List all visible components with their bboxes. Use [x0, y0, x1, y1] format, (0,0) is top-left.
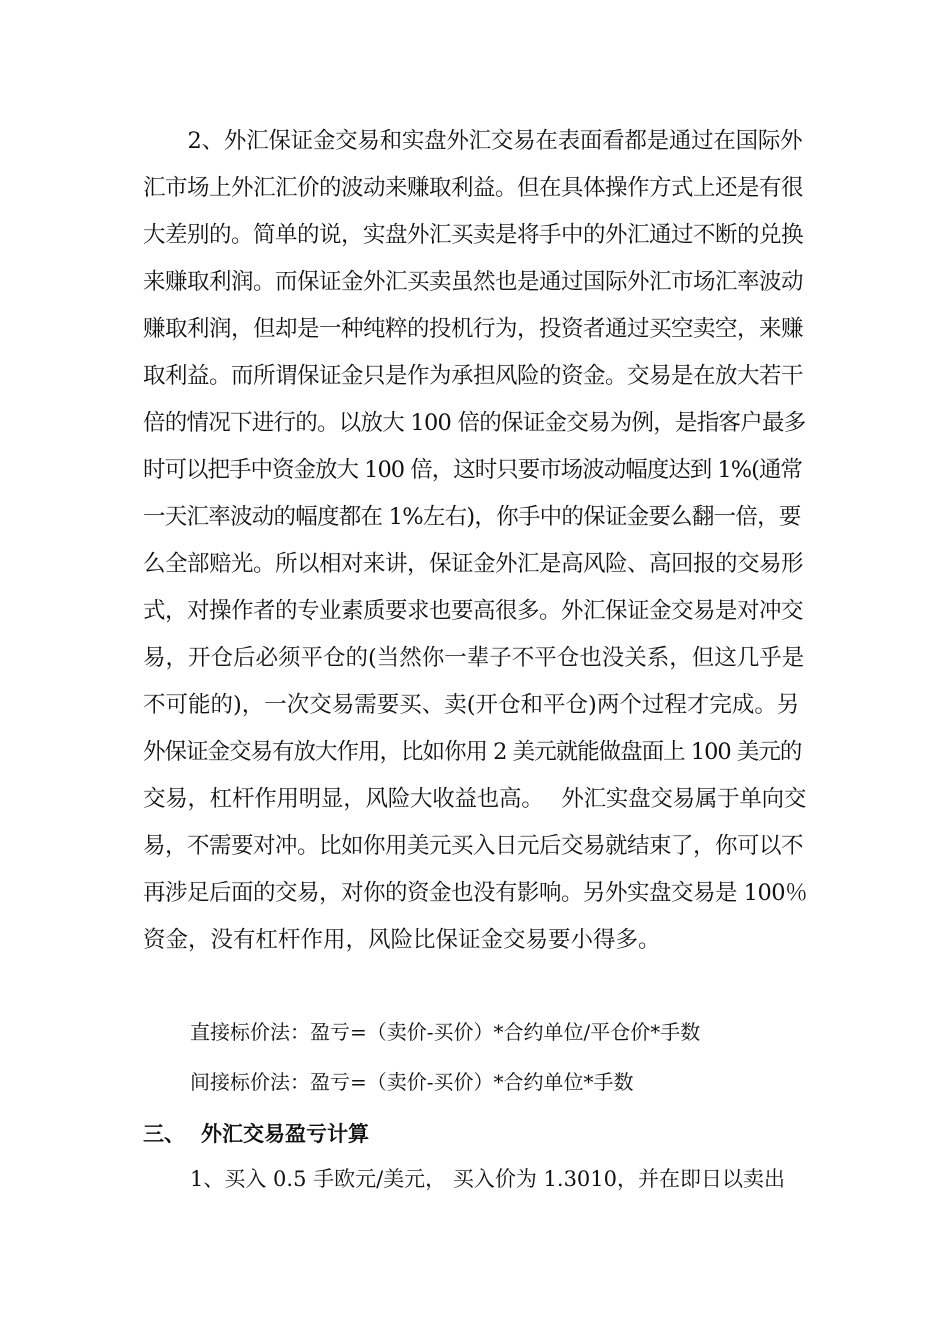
paragraph-line: 易，不需要对冲。比如你用美元买入日元后交易就结束了，你可以不 [143, 833, 804, 859]
paragraph-line: 式，对操作者的专业素质要求也要高很多。外汇保证金交易是对冲交 [143, 598, 804, 624]
paragraph-line: 易，开仓后必须平仓的(当然你一辈子不平仓也没关系，但这几乎是 [143, 645, 805, 671]
paragraph-line: 时可以把手中资金放大 100 倍，这时只要市场波动幅度达到 1%(通常 [143, 457, 802, 483]
paragraph-line: 大差别的。简单的说，实盘外汇买卖是将手中的外汇通过不断的兑换 [143, 222, 804, 248]
example-line: 1、买入 0.5 手欧元/美元， 买入价为 1.3010，并在即日以卖出 [190, 1167, 786, 1191]
paragraph-line: 交易，杠杆作用明显，风险大收益也高。 外汇实盘交易属于单向交 [143, 786, 807, 812]
body-paragraph [143, 118, 808, 964]
paragraph-line: 不可能的)，一次交易需要买、卖(开仓和平仓)两个过程才完成。另 [143, 692, 800, 718]
section-number: 三、 [143, 1122, 185, 1146]
paragraph-line: 来赚取利润。而保证金外汇买卖虽然也是通过国际外汇市场汇率波动 [143, 269, 804, 295]
section-title: 外汇交易盈亏计算 [201, 1122, 369, 1146]
paragraph-line: 赚取利润，但却是一种纯粹的投机行为，投资者通过买空卖空，来赚 [143, 316, 804, 342]
paragraph-line: 倍的情况下进行的。以放大 100 倍的保证金交易为例，是指客户最多 [143, 410, 806, 436]
direct-quote-formula: 直接标价法：盈亏=（卖价-买价）*合约单位/平仓价*手数 [190, 1020, 701, 1044]
paragraph-line: 一天汇率波动的幅度都在 1%左右)，你手中的保证金要么翻一倍，要 [143, 504, 801, 530]
paragraph-line: 再涉足后面的交易，对你的资金也没有影响。另外实盘交易是 100％ [143, 880, 808, 906]
paragraph-line: 么全部赔光。所以相对来讲，保证金外汇是高风险、高回报的交易形 [143, 551, 804, 577]
indirect-quote-formula: 间接标价法：盈亏=（卖价-买价）*合约单位*手数 [190, 1070, 634, 1094]
paragraph-line: 汇市场上外汇汇价的波动来赚取利益。但在具体操作方式上还是有很 [143, 175, 804, 201]
paragraph-line: 资金，没有杠杆作用，风险比保证金交易要小得多。 [143, 927, 661, 953]
paragraph-line: 取利益。而所谓保证金只是作为承担风险的资金。交易是在放大若干 [143, 363, 804, 389]
paragraph-line: 外保证金交易有放大作用，比如你用 2 美元就能做盘面上 100 美元的 [143, 739, 802, 765]
paragraph-line: 2、外汇保证金交易和实盘外汇交易在表面看都是通过在国际外 [143, 128, 803, 154]
section-heading [143, 1119, 369, 1149]
